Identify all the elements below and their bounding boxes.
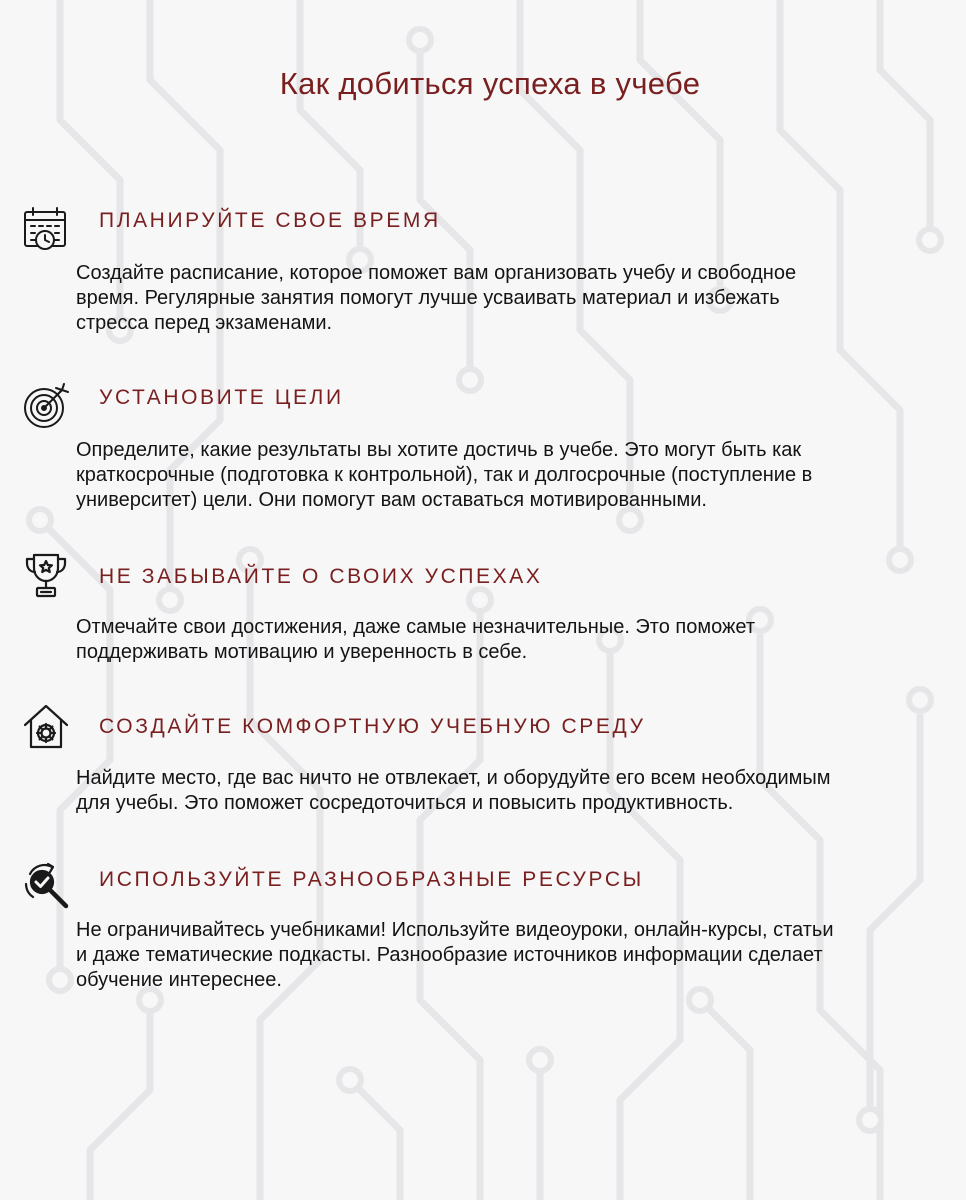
calendar-clock-icon bbox=[22, 206, 70, 254]
section-heading: СОЗДАЙТЕ КОМФОРТНУЮ УЧЕБНУЮ СРЕДУ bbox=[99, 715, 646, 738]
section-heading: УСТАНОВИТЕ ЦЕЛИ bbox=[99, 386, 344, 409]
section-text: Не ограничивайтесь учебниками! Используйте видеоуроки, онлайн-курсы, статьи и даже тематические подкасты. Разнообразие источников информации сделает обучение интереснее. bbox=[76, 919, 834, 991]
section-text: Создайте расписание, которое поможет вам организовать учебу и свободное время. Регулярные занятия помогут лучше усваивать материал и избежать стресса перед экзаменами. bbox=[76, 262, 797, 334]
section-text: Отмечайте свои достижения, даже самые незначительные. Это поможет поддерживать мотивацию и уверенность в себе. bbox=[76, 616, 756, 663]
section-heading: ИСПОЛЬЗУЙТЕ РАЗНООБРАЗНЫЕ РЕСУРСЫ bbox=[99, 868, 644, 891]
section-heading: НЕ ЗАБЫВАЙТЕ О СВОИХ УСПЕХАХ bbox=[99, 565, 543, 588]
trophy-icon bbox=[22, 552, 70, 600]
house-gear-icon bbox=[22, 703, 70, 751]
page-title: Как добиться успеха в учебе bbox=[279, 66, 701, 101]
target-arrow-icon bbox=[22, 382, 70, 430]
section-text: Определите, какие результаты вы хотите достичь в учебе. Это могут быть как краткосрочные (подготовка к контрольной), так и долгосрочные (поступление в университет) цели. Они помогут вам оставаться мотивированными. bbox=[76, 439, 813, 511]
section-heading: ПЛАНИРУЙТЕ СВОЕ ВРЕМЯ bbox=[99, 209, 441, 232]
section-text: Найдите место, где вас ничто не отвлекает, и оборудуйте его всем необходимым для учебы. Это поможет сосредоточиться и повысить продуктивность. bbox=[76, 767, 831, 814]
magnifier-check-icon bbox=[22, 862, 70, 910]
